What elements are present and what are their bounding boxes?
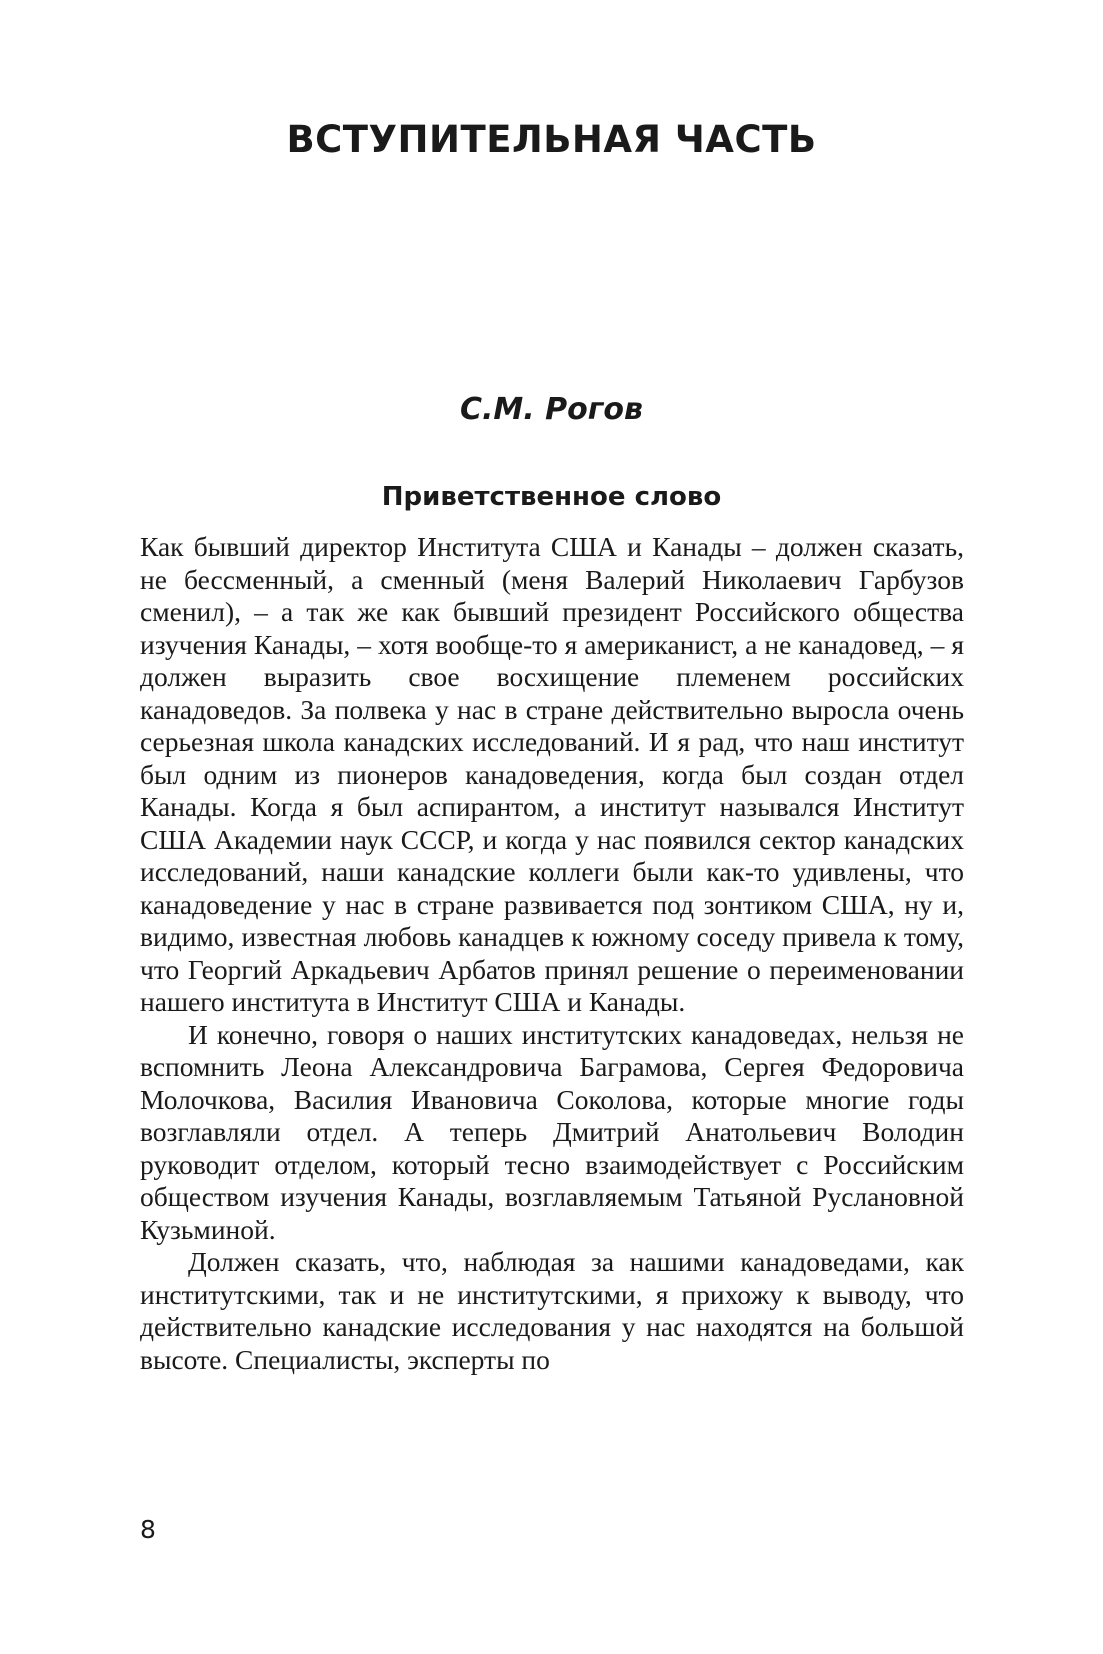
page-number: 8	[140, 1515, 156, 1544]
paragraph-3: Должен сказать, что, наблюдая за нашими канадоведами, как институтскими, так и не институтскими, я прихожу к выводу, что действительно канадские исследования у нас находятся на большой высоте. Специалисты, эксперты по	[140, 1246, 964, 1375]
author-name: С.М. Рогов	[460, 392, 643, 427]
body-text	[140, 531, 964, 1376]
article-title: Приветственное слово	[381, 482, 722, 512]
paragraph-2: И конечно, говоря о наших институтских канадоведах, нельзя не вспомнить Леона Александровича Баграмова, Сергея Федоровича Молочкова, Василия Ивановича Соколова, которые многие годы возглавляли отдел. А теперь Дмитрий Анатольевич Володин руководит отделом, который тесно взаимодействует с Российским обществом изучения Канады, возглавляемым Татьяной Руслановной Кузьминой.	[140, 1018, 964, 1245]
section-title: ВСТУПИТЕЛЬНАЯ ЧАСТЬ	[286, 118, 817, 161]
paragraph-1: Как бывший директор Института США и Канады – должен сказать, не бессменный, а сменный (меня Валерий Николаевич Гарбузов сменил), – а так же как бывший президент Российского общества изучения Канады, – хотя вообще-то я американист, а не канадовед, – я должен выразить свое восхищение племенем российских канадоведов. За полвека у нас в стране действительно выросла очень серьезная школа канадских исследований. И я рад, что наш институт был одним из пионеров канадоведения, когда был создан отдел Канады. Когда я был аспирантом, а институт назывался Институт США Академии наук СССР, и когда у нас появился сектор канадских исследований, наши канадские коллеги были как-то удивлены, что канадоведение у нас в стране развивается под зонтиком США, ну и, видимо, известная любовь канадцев к южному соседу привела к тому, что Георгий Аркадьевич Арбатов принял решение о переименовании нашего института в Институт США и Канады.	[140, 531, 964, 1017]
